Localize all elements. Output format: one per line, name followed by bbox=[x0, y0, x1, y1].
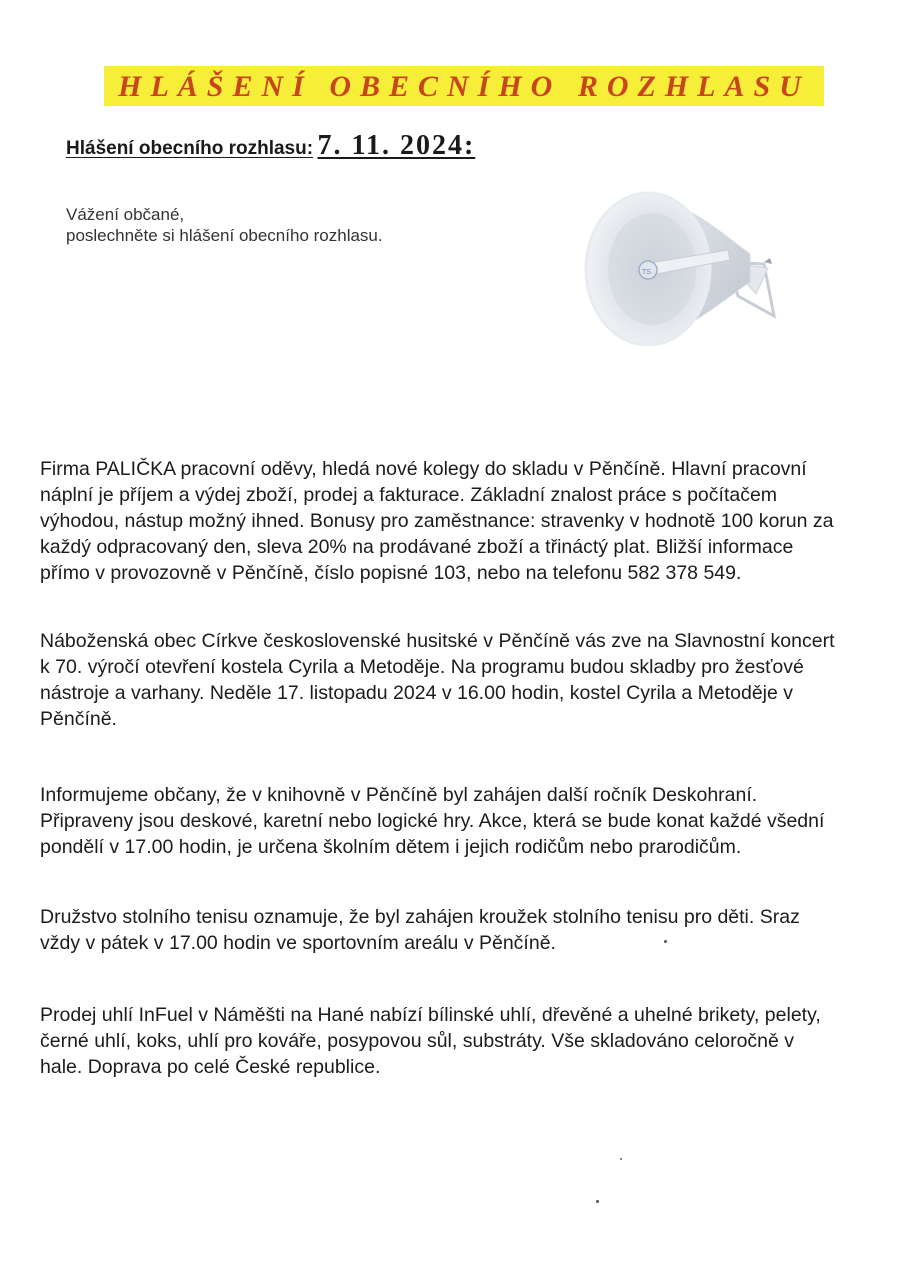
announcement-table-tennis: Družstvo stolního tenisu oznamuje, že byl zahájen kroužek stolního tenisu pro děti. Sraz vždy v pátek v 17.00 hodin ve sportovním areálu v Pěnčíně. bbox=[40, 906, 800, 954]
greeting-line-1: Vážení občané, bbox=[66, 205, 185, 224]
scan-speck bbox=[620, 1158, 622, 1160]
svg-text:TS: TS bbox=[642, 269, 651, 276]
announcements-list bbox=[40, 456, 840, 1124]
subtitle bbox=[66, 130, 475, 162]
scan-speck bbox=[664, 940, 667, 943]
announcement-coal-sale: Prodej uhlí InFuel v Náměšti na Hané nabízí bílinské uhlí, dřevěné a uhelné brikety, pelety, černé uhlí, koks, uhlí pro kováře, posypovou sůl, substráty. Vše skladováno celoročně v hale. Doprava po celé České republice. bbox=[40, 1004, 821, 1078]
scan-speck bbox=[596, 1200, 599, 1203]
page-title: HLÁŠENÍ OBECNÍHO ROZHLASU bbox=[118, 70, 810, 103]
announcement-job-offer: Firma PALIČKA pracovní oděvy, hledá nové kolegy do skladu v Pěnčíně. Hlavní pracovní náplní je příjem a výdej zboží, prodej a fakturace. Základní znalost práce s počítačem výhodou, nástup možný ihned. Bonusy pro zaměstnance: stravenky v hodnotě 100 korun za každý odpracovaný den, sleva 20% na prodávané zboží a třináctý plat. Bližší informace přímo v provozovně v Pěnčíně, číslo popisné 103, nebo na telefonu 582 378 549. bbox=[40, 458, 834, 584]
greeting-line-2: poslechněte si hlášení obecního rozhlasu. bbox=[66, 226, 383, 245]
announcement-library: Informujeme občany, že v knihovně v Pěnčíně byl zahájen další ročník Deskohraní. Připraveny jsou deskové, karetní nebo logické hry. Akce, která se bude konat každé všední pondělí v 17.00 hodin, je určena školním dětem i jejich rodičům nebo prarodičům. bbox=[40, 784, 825, 858]
announcement-date: 7. 11. 2024: bbox=[317, 130, 476, 161]
subtitle-label: Hlášení obecního rozhlasu: bbox=[66, 138, 314, 159]
loudspeaker-icon bbox=[578, 184, 788, 354]
greeting bbox=[66, 204, 383, 246]
announcement-concert: Náboženská obec Církve československé husitské v Pěnčíně vás zve na Slavnostní koncert k 70. výročí otevření kostela Cyrila a Metoděje. Na programu budou skladby pro žesťové nástroje a varhany. Neděle 17. listopadu 2024 v 16.00 hodin, kostel Cyrila a Metoděje v Pěnčíně. bbox=[40, 630, 835, 730]
